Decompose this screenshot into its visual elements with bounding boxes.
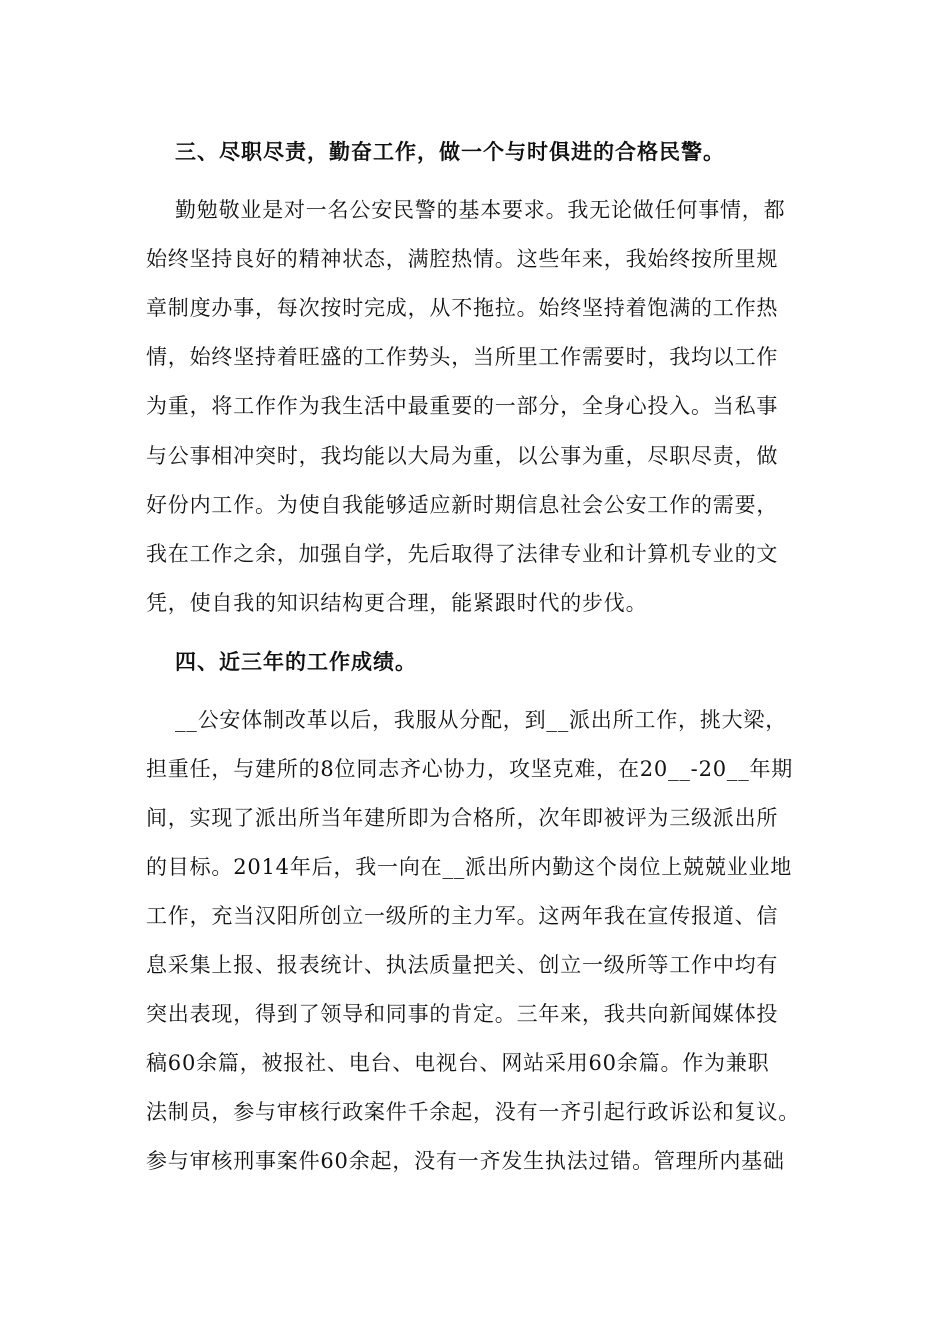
paragraph-line: 法制员，参与审核行政案件千余起，没有一齐引起行政诉讼和复议。 bbox=[146, 1100, 800, 1124]
section-heading: 三、尽职尽责，勤奋工作，做一个与时俱进的合格民警。 bbox=[175, 139, 725, 164]
paragraph-line: 担重任，与建所的8位同志齐心协力，攻坚克难，在20__-20__年期 bbox=[146, 757, 794, 781]
section-heading: 四、近三年的工作成绩。 bbox=[175, 649, 417, 674]
paragraph-line: 参与审核刑事案件60余起，没有一齐发生执法过错。管理所内基础 bbox=[146, 1149, 785, 1173]
paragraph-line: __公安体制改革以后，我服从分配，到__派出所工作，挑大梁， bbox=[175, 708, 787, 732]
paragraph-line: 的目标。2014年后，我一向在__派出所内勤这个岗位上兢兢业业地 bbox=[146, 855, 793, 879]
paragraph-line: 情，始终坚持着旺盛的工作势头，当所里工作需要时，我均以工作 bbox=[146, 345, 779, 369]
paragraph-line: 章制度办事，每次按时完成，从不拖拉。始终坚持着饱满的工作热 bbox=[146, 296, 779, 320]
paragraph-line: 始终坚持良好的精神状态，满腔热情。这些年来，我始终按所里规 bbox=[146, 247, 779, 271]
paragraph-line: 好份内工作。为使自我能够适应新时期信息社会公安工作的需要， bbox=[146, 493, 779, 517]
paragraph-line: 凭，使自我的知识结构更合理，能紧跟时代的步伐。 bbox=[146, 591, 648, 615]
paragraph-line: 突出表现，得到了领导和同事的肯定。三年来，我共向新闻媒体投 bbox=[146, 1002, 779, 1026]
paragraph-line: 工作，充当汉阳所创立一级所的主力军。这两年我在宣传报道、信 bbox=[146, 904, 779, 928]
paragraph-line: 为重，将工作作为我生活中最重要的一部分，全身心投入。当私事 bbox=[146, 394, 779, 418]
paragraph-line: 间，实现了派出所当年建所即为合格所，次年即被评为三级派出所 bbox=[146, 806, 779, 830]
paragraph-line: 息采集上报、报表统计、执法质量把关、创立一级所等工作中均有 bbox=[146, 953, 779, 977]
paragraph-line: 与公事相冲突时，我均能以大局为重，以公事为重，尽职尽责，做 bbox=[146, 444, 779, 468]
paragraph-line: 稿60余篇，被报社、电台、电视台、网站采用60余篇。作为兼职 bbox=[146, 1051, 770, 1075]
paragraph-line: 勤勉敬业是对一名公安民警的基本要求。我无论做任何事情，都 bbox=[175, 198, 786, 222]
paragraph-line: 我在工作之余，加强自学，先后取得了法律专业和计算机专业的文 bbox=[146, 542, 779, 566]
